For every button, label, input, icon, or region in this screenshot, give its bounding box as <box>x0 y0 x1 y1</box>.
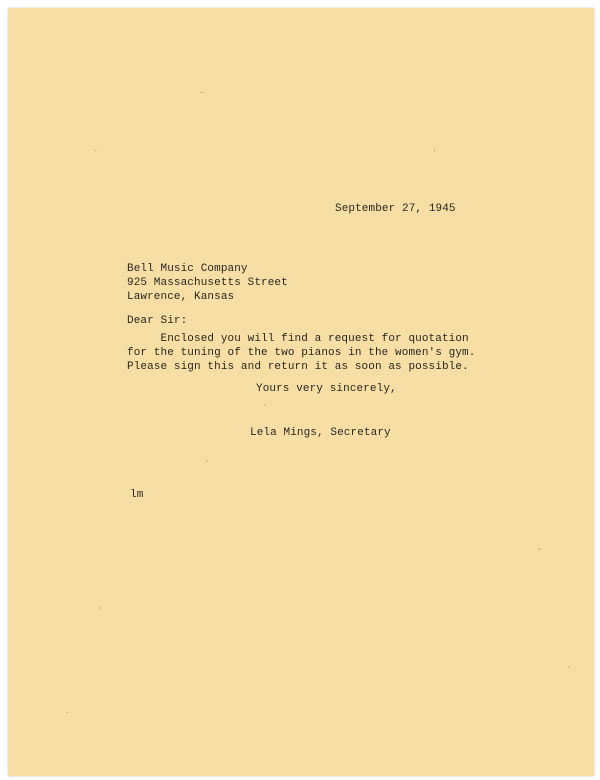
typist-initials: lm <box>130 489 144 501</box>
paper-speck <box>264 404 266 406</box>
signature: Lela Mings, Secretary <box>250 427 391 439</box>
paper-speck <box>200 92 204 93</box>
closing: Yours very sincerely, <box>256 383 397 395</box>
body-line: Please sign this and return it as soon as possible. <box>127 361 469 373</box>
paper-speck <box>100 606 101 610</box>
recipient-name: Bell Music Company <box>127 263 248 275</box>
body-line: for the tuning of the two pianos in the women's gym. <box>127 347 476 359</box>
recipient-street: 925 Massachusetts Street <box>127 277 288 289</box>
recipient-city: Lawrence, Kansas <box>127 291 235 303</box>
letter-date: September 27, 1945 <box>335 203 456 215</box>
paper-speck <box>206 460 208 462</box>
letter-page <box>8 8 594 776</box>
body-line: Enclosed you will find a request for quotation <box>127 333 469 345</box>
paper-speck <box>94 150 97 151</box>
paper-speck <box>538 548 541 550</box>
paper-speck <box>66 712 68 713</box>
paper-speck <box>434 148 435 152</box>
paper-speck <box>568 666 570 668</box>
salutation: Dear Sir: <box>127 315 188 327</box>
